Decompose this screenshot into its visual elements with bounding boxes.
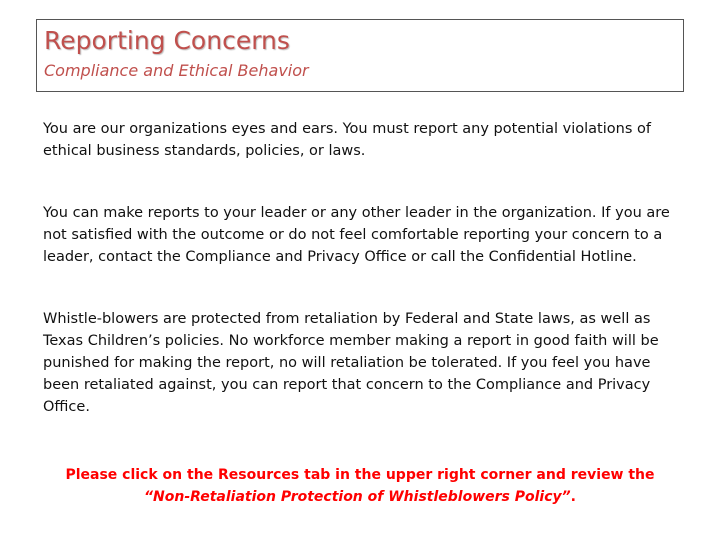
header-box — [36, 19, 684, 92]
resources-note-text: Please click on the Resources tab in the upper right corner and review the — [65, 467, 655, 483]
policy-name: “Non-Retaliation Protection of Whistleblowers Policy” — [144, 489, 571, 505]
paragraph-how-to-report: You can make reports to your leader or any other leader in the organization. If you are not satisfied with the outcome or do not feel comfortable reporting your concern to a leader, contact the Compliance and Privacy Office or call the Confidential Hotline. — [43, 205, 670, 265]
paragraph-report-duty: You are our organizations eyes and ears. You must report any potential violations of ethical business standards, policies, or laws. — [43, 121, 651, 159]
paragraph-whistleblower-protection: Whistle-blowers are protected from retaliation by Federal and State laws, as well as Texas Children’s policies. No workforce member making a report in good faith will be punished for making the report, no will retaliation be tolerated. If you feel you have been retaliated against, you can report that concern to the Compliance and Privacy Office. — [43, 311, 659, 415]
resources-note-end: . — [570, 489, 576, 505]
page-title: Reporting Concerns — [44, 26, 290, 55]
resources-note — [40, 464, 680, 508]
page-subtitle: Compliance and Ethical Behavior — [44, 61, 309, 80]
